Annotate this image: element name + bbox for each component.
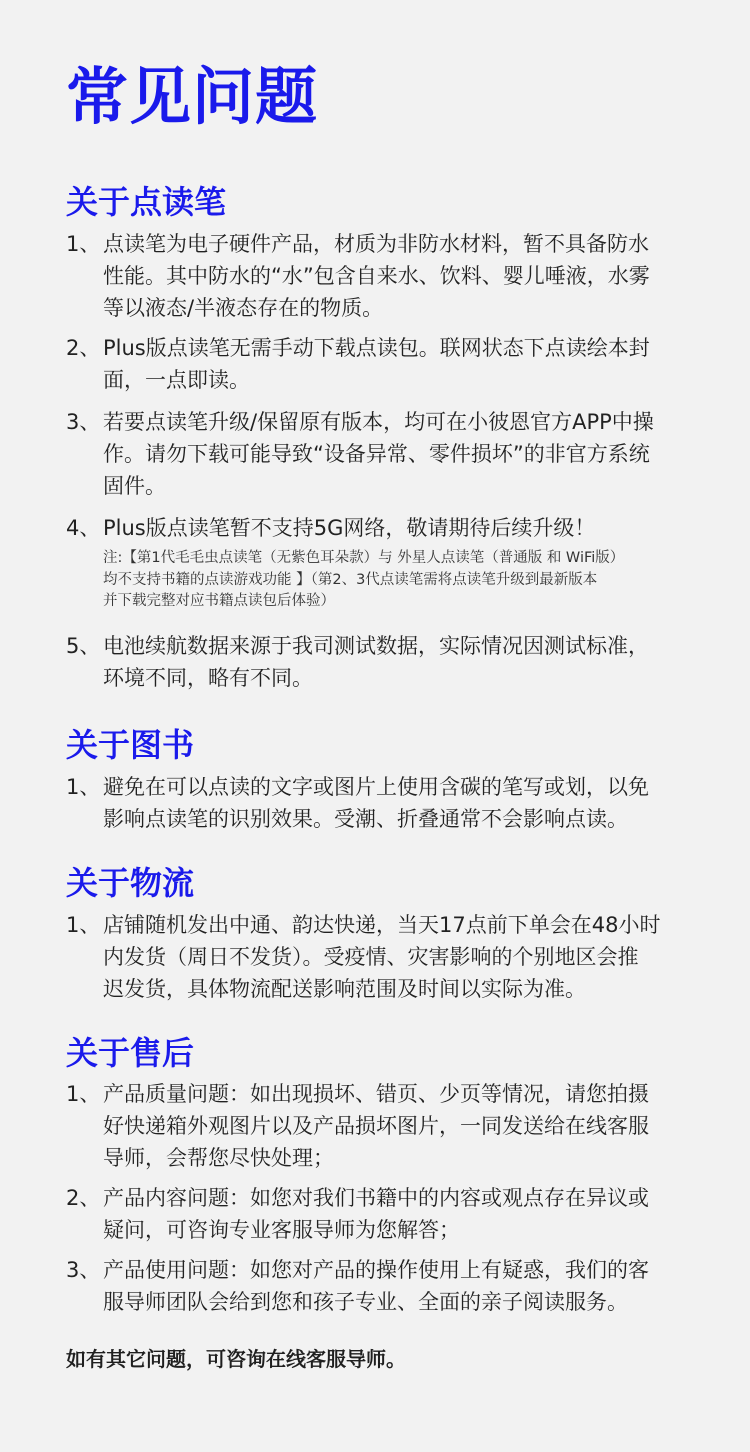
- list-item: [66, 332, 706, 396]
- item-text-line: 疑问，可咨询专业客服导师为您解答；: [103, 1218, 460, 1242]
- item-number: 1、: [66, 1082, 101, 1106]
- item-note: [103, 548, 703, 613]
- item-text-line: 产品质量问题：如出现损坏、错页、少页等情况，请您拍摄: [103, 1082, 649, 1106]
- item-text-line: 点读笔为电子硬件产品，材质为非防水材料，暂不具备防水: [103, 232, 649, 256]
- item-text-line: 避免在可以点读的文字或图片上使用含碳的笔写或划，以免: [103, 775, 649, 799]
- item-number: 1、: [66, 775, 101, 799]
- list-item: [66, 228, 706, 324]
- item-number: 1、: [66, 232, 101, 256]
- section-title-books: 关于图书: [66, 726, 195, 764]
- item-text-line: 作。请勿下载可能导致“设备异常、零件损坏”的非官方系统: [103, 442, 650, 466]
- section-title-logistics: 关于物流: [66, 864, 195, 902]
- list-item: [66, 1254, 706, 1318]
- item-text-line: 产品使用问题：如您对产品的操作使用上有疑惑，我们的客: [103, 1258, 649, 1282]
- item-text-line: 性能。其中防水的“水”包含自来水、饮料、婴儿唾液，水雾: [103, 264, 650, 288]
- list-item: [66, 909, 706, 1005]
- item-text-line: 固件。: [103, 474, 166, 498]
- page-title: 常见问题: [66, 60, 319, 133]
- item-number: 1、: [66, 913, 101, 937]
- item-text-line: 店铺随机发出中通、韵达快递，当天17点前下单会在48小时: [103, 913, 661, 937]
- item-number: 2、: [66, 1186, 101, 1210]
- list-item: [66, 406, 706, 502]
- item-text-line: 电池续航数据来源于我司测试数据，实际情况因测试标准，: [103, 634, 649, 658]
- item-text-line: 服导师团队会给到您和孩子专业、全面的亲子阅读服务。: [103, 1290, 628, 1314]
- list-item: [66, 1182, 706, 1246]
- item-number: 5、: [66, 634, 101, 658]
- note-line: 均不支持书籍的点读游戏功能 】（第2、3代点读笔需将点读笔升级到最新版本: [103, 571, 598, 588]
- item-number: 4、: [66, 516, 101, 540]
- list-item: [66, 771, 706, 835]
- footer-contact-note: 如有其它问题，可咨询在线客服导师。: [66, 1347, 406, 1371]
- note-line: 并下载完整对应书籍点读包后体验）: [103, 593, 335, 609]
- section-title-after-sales: 关于售后: [66, 1034, 195, 1072]
- item-number: 2、: [66, 336, 101, 360]
- item-text-line: Plus版点读笔无需手动下载点读包。联网状态下点读绘本封: [103, 336, 650, 360]
- item-text-line: 导师，会帮您尽快处理；: [103, 1146, 334, 1170]
- item-number: 3、: [66, 410, 101, 434]
- item-text-line: 面，一点即读。: [103, 368, 250, 392]
- item-text-line: 等以液态/半液态存在的物质。: [103, 296, 384, 320]
- list-item: [66, 630, 706, 694]
- list-item: [66, 512, 706, 544]
- item-text-line: 产品内容问题：如您对我们书籍中的内容或观点存在异议或: [103, 1186, 649, 1210]
- item-text-line: 若要点读笔升级/保留原有版本，均可在小彼恩官方APP中操: [103, 410, 654, 434]
- section-title-reading-pen: 关于点读笔: [66, 183, 227, 221]
- item-text-line: 迟发货，具体物流配送影响范围及时间以实际为准。: [103, 977, 586, 1001]
- item-text-line: 好快递箱外观图片以及产品损坏图片，一同发送给在线客服: [103, 1114, 649, 1138]
- item-text-line: 环境不同，略有不同。: [103, 666, 313, 690]
- item-text-line: 内发货（周日不发货）。受疫情、灾害影响的个别地区会推: [103, 945, 639, 969]
- list-item: [66, 1078, 706, 1174]
- item-number: 3、: [66, 1258, 101, 1282]
- item-text-line: 影响点读笔的识别效果。受潮、折叠通常不会影响点读。: [103, 807, 628, 831]
- note-line: 注:【第1代毛毛虫点读笔（无紫色耳朵款）与 外星人点读笔（普通版 和 WiFi版）: [103, 550, 625, 566]
- item-text-line: Plus版点读笔暂不支持5G网络，敬请期待后续升级！: [103, 516, 596, 540]
